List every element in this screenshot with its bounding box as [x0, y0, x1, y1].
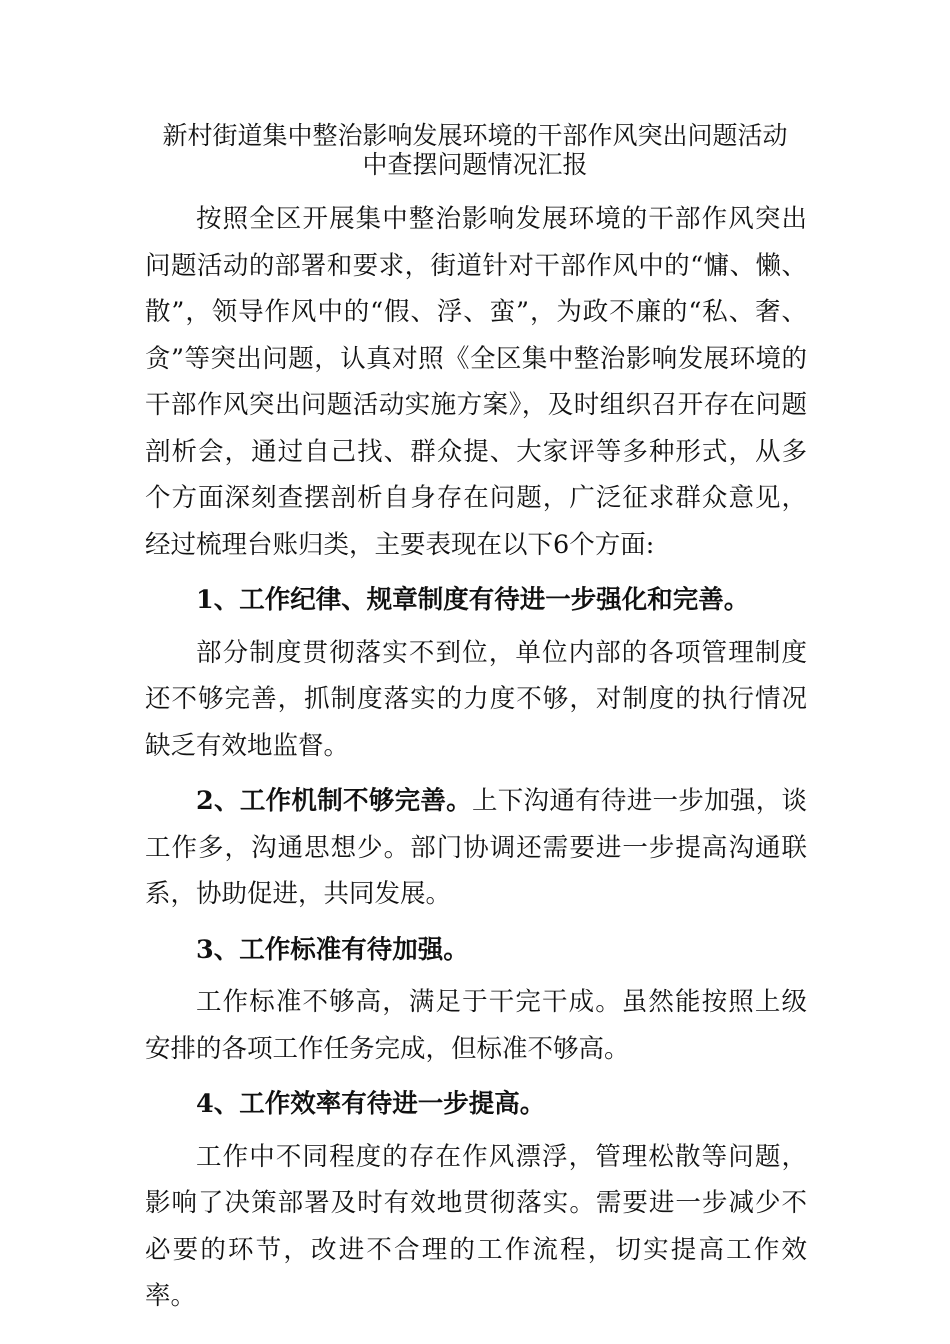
section-1-text: 部分制度贯彻落实不到位，单位内部的各项管理制度还不够完善，抓制度落实的力度不够，对制度的执行情况缺乏有效地监督。 — [145, 637, 807, 761]
section-2-heading: 2、工作机制不够完善。 — [196, 786, 472, 816]
section-3-text: 工作标准不够高，满足于干完干成。虽然能按照上级安排的各项工作任务完成，但标准不够高。 — [145, 987, 807, 1064]
document-body — [145, 196, 807, 1320]
section-3-heading: 3、工作标准有待加强。 — [196, 934, 469, 965]
section-4-heading: 4、工作效率有待进一步提高。 — [196, 1089, 546, 1119]
section-2-paragraph — [145, 778, 807, 918]
document-title-line-2: 中查摆问题情况汇报 — [362, 150, 588, 179]
section-2-text: 上下沟通有待进一步加强，谈工作多，沟通思想少。部门协调还需要进一步提高沟通联系，协助促进，共同发展。 — [145, 786, 807, 909]
document-title-line-1: 新村街道集中整治影响发展环境的干部作风突出问题活动 — [162, 121, 788, 150]
intro-paragraph: 按照全区开展集中整治影响发展环境的干部作风突出问题活动的部署和要求，街道针对干部作风中的“慵、懒、散”，领导作风中的“假、浮、蛮”，为政不廉的“私、奢、贪”等突出问题，认真对照《全区集中整治影响发展环境的干部作风突出问题活动实施方案》，及时组织召开存在问题剖析会，通过自己找、群众提、大家评等多种形式，从多个方面深刻查摆剖析自身存在问题，广泛征求群众意见，经过梳理台账归类，主要表现在以下6个方面: — [145, 204, 807, 560]
section-4-text: 工作中不同程度的存在作风漂浮，管理松散等问题，影响了决策部署及时有效地贯彻落实。需要进一步减少不必要的环节，改进不合理的工作流程，切实提高工作效率。 — [145, 1141, 807, 1311]
section-1-heading: 1、工作纪律、规章制度有待进一步强化和完善。 — [196, 585, 750, 615]
